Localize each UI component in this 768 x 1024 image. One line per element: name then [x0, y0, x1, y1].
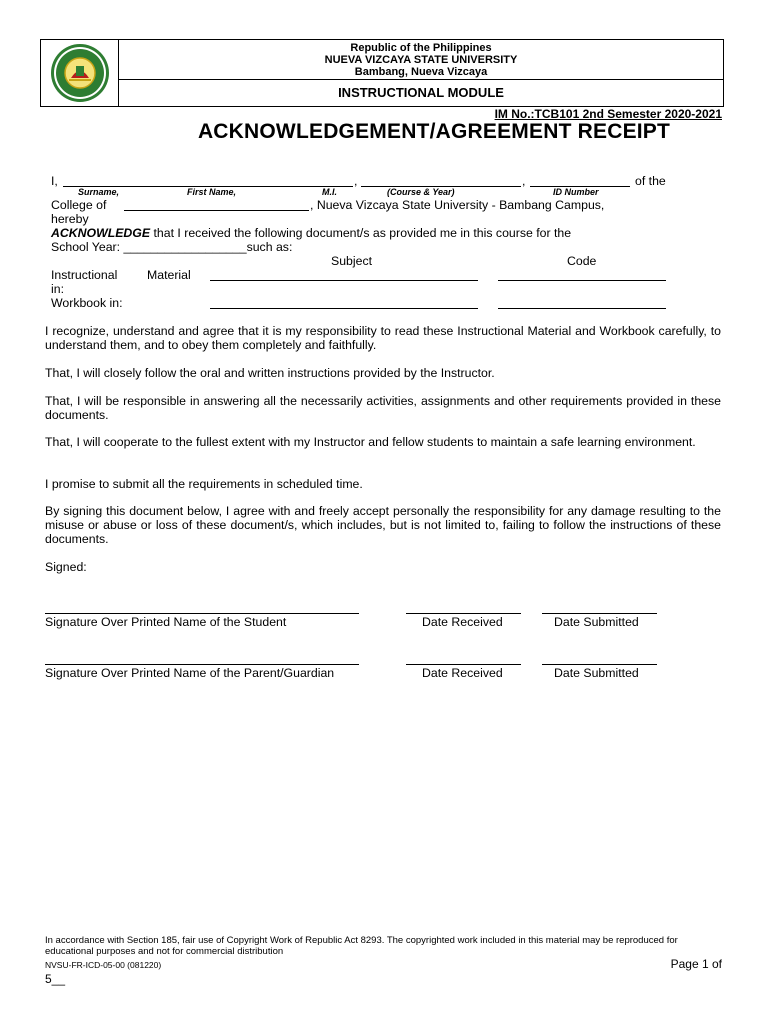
acknowledge-line	[51, 226, 571, 240]
im-subject-blank[interactable]	[210, 280, 478, 281]
copyright-notice: In accordance with Section 185, fair use of Copyright Work of Republic Act 8293. The copyrighted work included in this material may be reproduced for educational purposes and not for commercial distribution	[45, 935, 678, 957]
signed-label: Signed:	[45, 560, 87, 574]
intro-end: of the	[635, 174, 666, 188]
form-code: NVSU-FR-ICD-05-00 (081220)	[45, 960, 162, 970]
student-date-submitted-label: Date Submitted	[554, 615, 639, 629]
student-date-received-line[interactable]	[406, 613, 521, 614]
workbook-subject-blank[interactable]	[210, 308, 478, 309]
paragraph-2: That, I will closely follow the oral and written instructions provided by the Instructor.	[45, 366, 495, 380]
parent-date-submitted-label: Date Submitted	[554, 666, 639, 680]
code-header: Code	[567, 254, 597, 268]
label-id: ID Number	[553, 187, 599, 197]
acknowledge-rest: that I received the following document/s as provided me in this course for the	[150, 226, 572, 240]
university-seal-logo	[49, 42, 111, 104]
module-title: INSTRUCTIONAL MODULE	[338, 85, 504, 100]
page-title: ACKNOWLEDGEMENT/AGREEMENT RECEIPT	[197, 120, 671, 143]
label-surname: Surname,	[78, 187, 120, 197]
parent-signature-label: Signature Over Printed Name of the Parent/Guardian	[45, 666, 335, 680]
college-rest: , Nueva Vizcaya State University - Bambang Campus,	[310, 198, 605, 212]
campus-location: Bambang, Nueva Vizcaya	[354, 66, 488, 78]
paragraph-4: That, I will cooperate to the fullest extent with my Instructor and fellow students to maintain a safe learning environment.	[45, 435, 696, 449]
paragraph-1: I recognize, understand and agree that it is my responsibility to read these Instructional Material and Workbook carefully, to understand them, and to obey them completely and faithfully.	[45, 324, 721, 352]
parent-signature-line[interactable]	[45, 664, 359, 665]
parent-date-received-line[interactable]	[406, 664, 521, 665]
parent-date-received-label: Date Received	[422, 666, 503, 680]
page-number: Page 1 of	[670, 957, 722, 971]
header-table	[40, 39, 724, 107]
workbook-label: Workbook in:	[51, 296, 123, 310]
parent-date-submitted-line[interactable]	[542, 664, 657, 665]
hereby-text: hereby	[51, 212, 89, 226]
subject-header: Subject	[331, 254, 373, 268]
im-code-blank[interactable]	[498, 280, 666, 281]
student-date-submitted-line[interactable]	[542, 613, 657, 614]
paragraph-5: I promise to submit all the requirements in scheduled time.	[45, 477, 363, 491]
college-blank[interactable]	[124, 210, 309, 211]
student-signature-label: Signature Over Printed Name of the Student	[45, 615, 287, 629]
intro-start: I,	[51, 174, 58, 188]
student-signature-line[interactable]	[45, 613, 359, 614]
paragraph-6: By signing this document below, I agree with and freely accept personally the responsibility for any damage resulting to the misuse or abuse or loss of these document/s, which includes, but is not limited to, failing to follow the instructions of these documents.	[45, 504, 721, 546]
im-label-1: Instructional	[51, 268, 118, 282]
page-total: 5__	[45, 972, 66, 986]
acknowledge-word: ACKNOWLEDGE	[51, 226, 151, 240]
im-label-3: in:	[51, 282, 64, 296]
paragraph-3: That, I will be responsible in answering all the necessarily activities, assignments and other requirements provided in these documents.	[45, 394, 721, 422]
im-number: IM No.:TCB101 2nd Semester 2020-2021	[494, 107, 722, 121]
label-firstname: First Name,	[187, 187, 237, 197]
student-date-received-label: Date Received	[422, 615, 503, 629]
school-year-line: School Year: __________________such as:	[51, 240, 293, 254]
im-label-2: Material	[147, 268, 191, 282]
header-institution	[119, 40, 723, 80]
label-course: (Course & Year)	[387, 187, 455, 197]
label-mi: M.I.	[322, 187, 337, 197]
workbook-code-blank[interactable]	[498, 308, 666, 309]
logo-cell	[41, 40, 119, 106]
republic-text: Republic of the Philippines	[350, 42, 492, 54]
university-name: NUEVA VIZCAYA STATE UNIVERSITY	[324, 54, 518, 66]
college-prefix: College of	[51, 198, 107, 212]
